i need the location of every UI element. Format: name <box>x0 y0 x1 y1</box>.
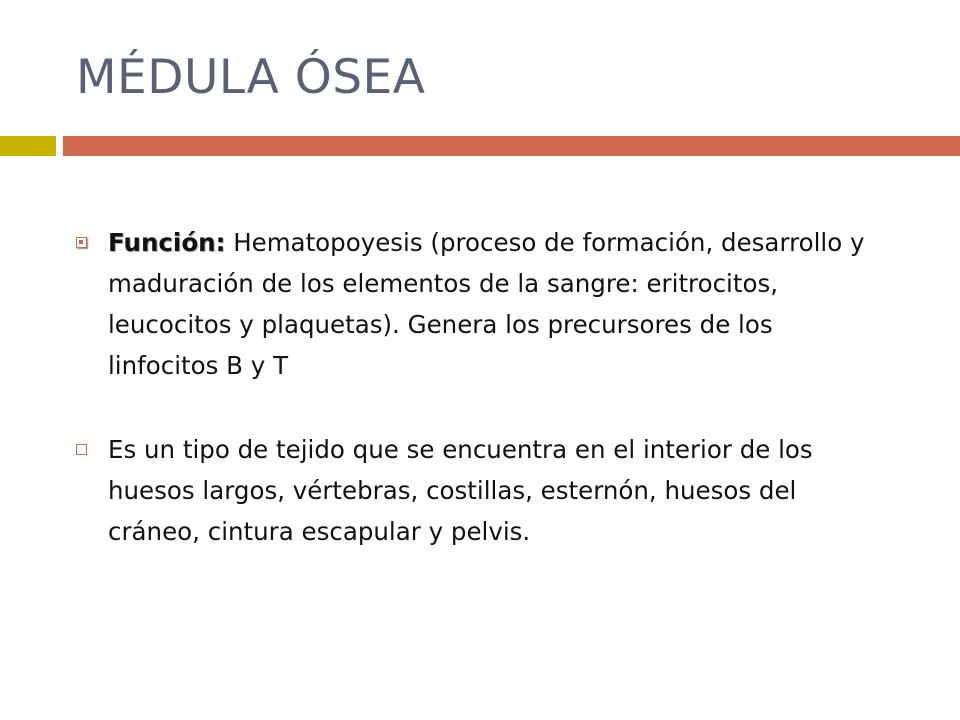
accent-bar-right <box>63 136 960 156</box>
bullet-text: Es un tipo de tejido que se encuentra en el interior de los huesos largos, vértebras, costillas, esternón, huesos del cráneo, cintura escapular y pelvis. <box>108 435 813 546</box>
bullet-item-funcion <box>76 222 886 386</box>
bullet-term: Función: <box>108 228 226 257</box>
accent-bar-left <box>0 136 56 156</box>
bullet-item-tejido <box>76 429 886 552</box>
square-bullet-icon <box>76 237 87 248</box>
slide-title: MÉDULA ÓSEA <box>76 50 426 105</box>
square-bullet-icon <box>76 444 87 455</box>
bullet-list <box>76 222 886 552</box>
bullet-text: Hematopoyesis (proceso de formación, desarrollo y maduración de los elementos de la sangre: eritrocitos, leucocitos y plaquetas). Genera los precursores de los linfocitos B y T <box>108 228 865 380</box>
